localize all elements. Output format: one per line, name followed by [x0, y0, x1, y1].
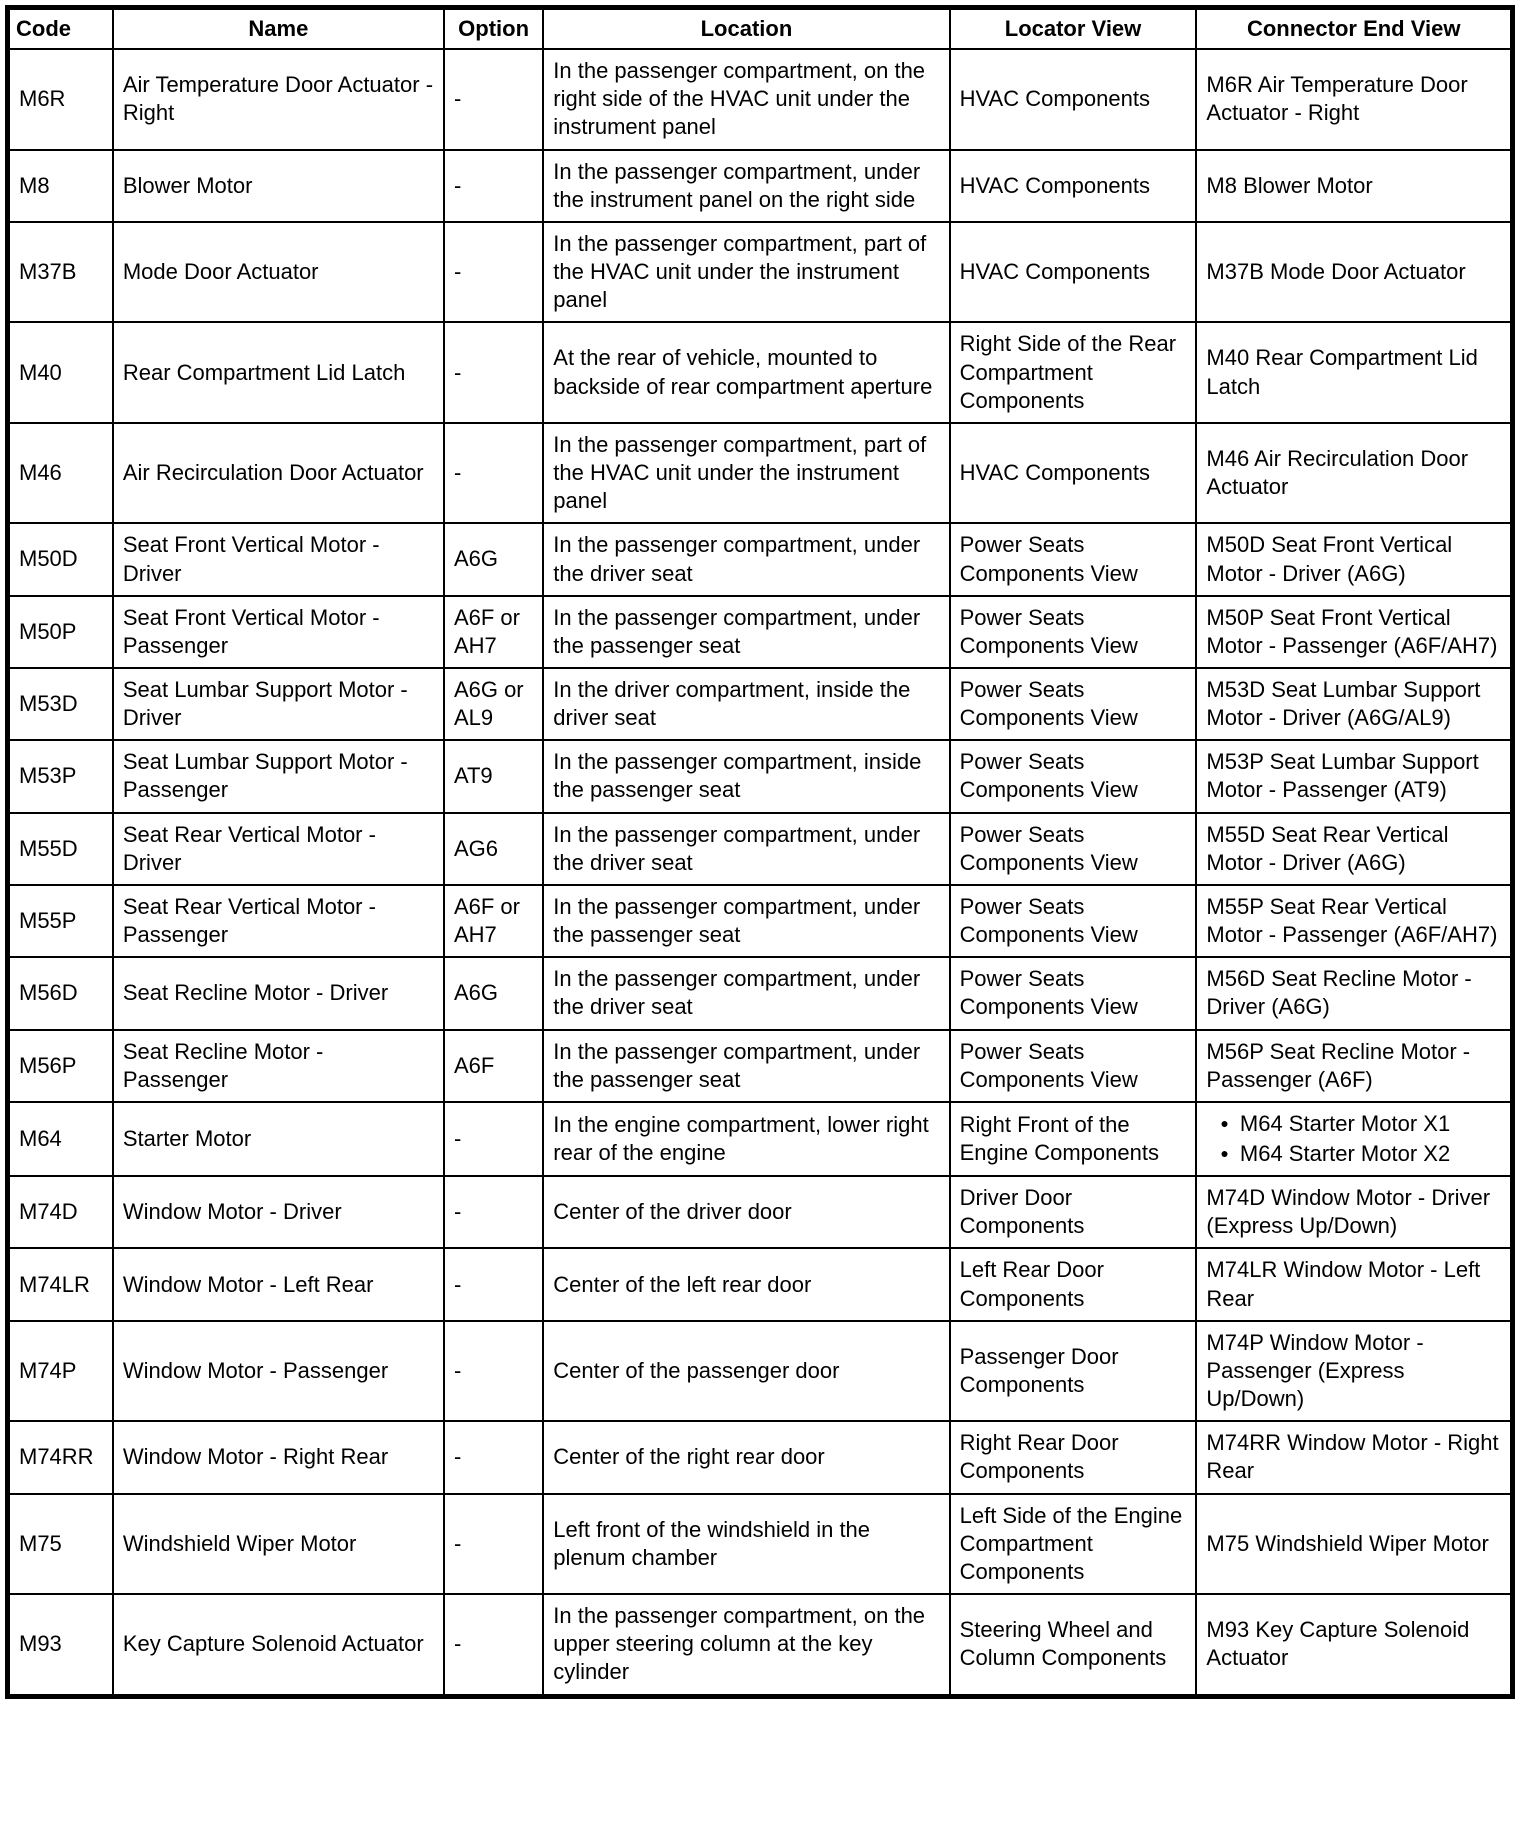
table-row — [8, 1176, 1513, 1248]
cell-location: In the passenger compartment, inside the passenger seat — [543, 740, 949, 812]
cell-option: - — [444, 1102, 543, 1176]
cell-location: In the engine compartment, lower right rear of the engine — [543, 1102, 949, 1176]
cell-location: In the passenger compartment, under the passenger seat — [543, 1030, 949, 1102]
cell-locator-view: Power Seats Components View — [950, 957, 1197, 1029]
cell-location: Center of the right rear door — [543, 1421, 949, 1493]
table-row — [8, 668, 1513, 740]
cell-locator-view: Power Seats Components View — [950, 596, 1197, 668]
cell-name: Key Capture Solenoid Actuator — [113, 1594, 444, 1696]
column-header-option: Option — [444, 8, 543, 50]
table-row — [8, 1594, 1513, 1696]
column-header-connector-end-view: Connector End View — [1196, 8, 1512, 50]
cell-connector-end-view: M8 Blower Motor — [1196, 150, 1512, 222]
component-locator-table — [5, 5, 1515, 1699]
cell-option: A6G — [444, 523, 543, 595]
bullet-item-text: M64 Starter Motor X1 — [1239, 1110, 1451, 1136]
cell-location: Left front of the windshield in the plenum chamber — [543, 1494, 949, 1594]
cell-name: Windshield Wiper Motor — [113, 1494, 444, 1594]
cell-location: In the passenger compartment, under the driver seat — [543, 813, 949, 885]
cell-locator-view: Steering Wheel and Column Components — [950, 1594, 1197, 1696]
cell-location: In the passenger compartment, part of the HVAC unit under the instrument panel — [543, 222, 949, 322]
cell-option: - — [444, 322, 543, 422]
cell-option: A6F — [444, 1030, 543, 1102]
cell-name: Rear Compartment Lid Latch — [113, 322, 444, 422]
cell-code: M50D — [8, 523, 113, 595]
cell-location: In the passenger compartment, on the right side of the HVAC unit under the instrument panel — [543, 49, 949, 149]
cell-locator-view: Power Seats Components View — [950, 523, 1197, 595]
column-header-location: Location — [543, 8, 949, 50]
cell-name: Mode Door Actuator — [113, 222, 444, 322]
cell-code: M8 — [8, 150, 113, 222]
cell-location: In the passenger compartment, part of the HVAC unit under the instrument panel — [543, 423, 949, 523]
cell-name: Window Motor - Driver — [113, 1176, 444, 1248]
cell-connector-end-view: M40 Rear Compartment Lid Latch — [1196, 322, 1512, 422]
cell-option: - — [444, 1248, 543, 1320]
cell-locator-view: Left Rear Door Components — [950, 1248, 1197, 1320]
cell-connector-end-view: M46 Air Recirculation Door Actuator — [1196, 423, 1512, 523]
table-row — [8, 1030, 1513, 1102]
table-row — [8, 523, 1513, 595]
cell-name: Seat Recline Motor - Passenger — [113, 1030, 444, 1102]
cell-connector-end-view: M50P Seat Front Vertical Motor - Passenger (A6F/AH7) — [1196, 596, 1512, 668]
table-row — [8, 1421, 1513, 1493]
cell-locator-view: HVAC Components — [950, 222, 1197, 322]
cell-option: - — [444, 49, 543, 149]
cell-name: Window Motor - Right Rear — [113, 1421, 444, 1493]
cell-code: M55P — [8, 885, 113, 957]
cell-code: M74P — [8, 1321, 113, 1421]
table-row — [8, 49, 1513, 149]
cell-connector-end-view: M56P Seat Recline Motor - Passenger (A6F) — [1196, 1030, 1512, 1102]
bullet-item-text: M64 Starter Motor X2 — [1239, 1141, 1451, 1166]
cell-name: Seat Front Vertical Motor - Passenger — [113, 596, 444, 668]
cell-locator-view: Power Seats Components View — [950, 740, 1197, 812]
cell-name: Seat Lumbar Support Motor - Passenger — [113, 740, 444, 812]
cell-connector-end-view: M75 Windshield Wiper Motor — [1196, 1494, 1512, 1594]
cell-name: Window Motor - Passenger — [113, 1321, 444, 1421]
column-header-code: Code — [8, 8, 113, 50]
cell-locator-view: Passenger Door Components — [950, 1321, 1197, 1421]
cell-locator-view: Power Seats Components View — [950, 813, 1197, 885]
cell-connector-end-view: M56D Seat Recline Motor - Driver (A6G) — [1196, 957, 1512, 1029]
cell-name: Seat Rear Vertical Motor - Passenger — [113, 885, 444, 957]
cell-locator-view: HVAC Components — [950, 423, 1197, 523]
cell-location: In the passenger compartment, under the instrument panel on the right side — [543, 150, 949, 222]
cell-connector-end-view: M74RR Window Motor - Right Rear — [1196, 1421, 1512, 1493]
cell-option: A6F or AH7 — [444, 885, 543, 957]
cell-connector-end-view: M74LR Window Motor - Left Rear — [1196, 1248, 1512, 1320]
cell-locator-view: HVAC Components — [950, 49, 1197, 149]
cell-connector-end-view: M37B Mode Door Actuator — [1196, 222, 1512, 322]
cell-option: AG6 — [444, 813, 543, 885]
cell-name: Starter Motor — [113, 1102, 444, 1176]
cell-code: M55D — [8, 813, 113, 885]
cell-option: A6F or AH7 — [444, 596, 543, 668]
cell-connector-end-view: M55P Seat Rear Vertical Motor - Passenger (A6F/AH7) — [1196, 885, 1512, 957]
table-row — [8, 957, 1513, 1029]
column-header-locator-view: Locator View — [950, 8, 1197, 50]
cell-code: M56D — [8, 957, 113, 1029]
cell-name: Seat Recline Motor - Driver — [113, 957, 444, 1029]
cell-code: M53D — [8, 668, 113, 740]
cell-locator-view: Power Seats Components View — [950, 1030, 1197, 1102]
table-row — [8, 322, 1513, 422]
cell-locator-view: Power Seats Components View — [950, 668, 1197, 740]
bullet-line — [1206, 1110, 1501, 1138]
cell-option: A6G — [444, 957, 543, 1029]
bullet-icon: ● — [1220, 1145, 1229, 1161]
table-row — [8, 1494, 1513, 1594]
cell-option: - — [444, 1421, 543, 1493]
cell-code: M50P — [8, 596, 113, 668]
header-row — [8, 8, 1513, 50]
cell-code: M40 — [8, 322, 113, 422]
cell-location: In the driver compartment, inside the driver seat — [543, 668, 949, 740]
table-row — [8, 222, 1513, 322]
cell-name: Air Temperature Door Actuator - Right — [113, 49, 444, 149]
cell-location: In the passenger compartment, on the upper steering column at the key cylinder — [543, 1594, 949, 1696]
cell-locator-view: Right Front of the Engine Components — [950, 1102, 1197, 1176]
cell-locator-view: Power Seats Components View — [950, 885, 1197, 957]
table-row — [8, 1102, 1513, 1176]
cell-connector-end-view: M53D Seat Lumbar Support Motor - Driver (A6G/AL9) — [1196, 668, 1512, 740]
cell-connector-end-view: M50D Seat Front Vertical Motor - Driver (A6G) — [1196, 523, 1512, 595]
cell-option: - — [444, 150, 543, 222]
table-row — [8, 1248, 1513, 1320]
cell-code: M74RR — [8, 1421, 113, 1493]
bullet-icon: ● — [1220, 1114, 1229, 1131]
cell-code: M56P — [8, 1030, 113, 1102]
cell-code: M64 — [8, 1102, 113, 1176]
cell-name: Blower Motor — [113, 150, 444, 222]
table-row — [8, 813, 1513, 885]
cell-option: - — [444, 1176, 543, 1248]
cell-code: M74LR — [8, 1248, 113, 1320]
table-row — [8, 1321, 1513, 1421]
cell-location: At the rear of vehicle, mounted to backside of rear compartment aperture — [543, 322, 949, 422]
cell-name: Air Recirculation Door Actuator — [113, 423, 444, 523]
cell-code: M46 — [8, 423, 113, 523]
cell-location: Center of the left rear door — [543, 1248, 949, 1320]
cell-option: - — [444, 222, 543, 322]
cell-locator-view: Left Side of the Engine Compartment Components — [950, 1494, 1197, 1594]
table-row — [8, 596, 1513, 668]
cell-option: - — [444, 423, 543, 523]
cell-option: - — [444, 1594, 543, 1696]
table-row — [8, 150, 1513, 222]
cell-connector-end-view: M93 Key Capture Solenoid Actuator — [1196, 1594, 1512, 1696]
cell-name: Seat Lumbar Support Motor - Driver — [113, 668, 444, 740]
cell-code: M74D — [8, 1176, 113, 1248]
cell-location: Center of the driver door — [543, 1176, 949, 1248]
cell-code: M75 — [8, 1494, 113, 1594]
cell-locator-view: Driver Door Components — [950, 1176, 1197, 1248]
cell-connector-end-view: M6R Air Temperature Door Actuator - Right — [1196, 49, 1512, 149]
table-row — [8, 740, 1513, 812]
cell-connector-end-view — [1196, 1102, 1512, 1176]
cell-connector-end-view: M55D Seat Rear Vertical Motor - Driver (A6G) — [1196, 813, 1512, 885]
cell-locator-view: Right Side of the Rear Compartment Components — [950, 322, 1197, 422]
cell-location: In the passenger compartment, under the driver seat — [543, 957, 949, 1029]
cell-location: In the passenger compartment, under the passenger seat — [543, 885, 949, 957]
cell-name: Seat Rear Vertical Motor - Driver — [113, 813, 444, 885]
cell-code: M6R — [8, 49, 113, 149]
cell-option: A6G or AL9 — [444, 668, 543, 740]
cell-option: - — [444, 1494, 543, 1594]
bullet-line — [1206, 1140, 1501, 1168]
cell-connector-end-view: M74D Window Motor - Driver (Express Up/Down) — [1196, 1176, 1512, 1248]
cell-locator-view: Right Rear Door Components — [950, 1421, 1197, 1493]
cell-name: Seat Front Vertical Motor - Driver — [113, 523, 444, 595]
column-header-name: Name — [113, 8, 444, 50]
cell-locator-view: HVAC Components — [950, 150, 1197, 222]
table-row — [8, 423, 1513, 523]
cell-name: Window Motor - Left Rear — [113, 1248, 444, 1320]
cell-code: M53P — [8, 740, 113, 812]
cell-option: AT9 — [444, 740, 543, 812]
cell-option: - — [444, 1321, 543, 1421]
cell-connector-end-view: M53P Seat Lumbar Support Motor - Passenger (AT9) — [1196, 740, 1512, 812]
cell-connector-end-view: M74P Window Motor - Passenger (Express Up/Down) — [1196, 1321, 1512, 1421]
cell-code: M93 — [8, 1594, 113, 1696]
cell-location: In the passenger compartment, under the driver seat — [543, 523, 949, 595]
cell-location: In the passenger compartment, under the passenger seat — [543, 596, 949, 668]
cell-location: Center of the passenger door — [543, 1321, 949, 1421]
table-row — [8, 885, 1513, 957]
cell-code: M37B — [8, 222, 113, 322]
table-body — [8, 49, 1513, 1696]
